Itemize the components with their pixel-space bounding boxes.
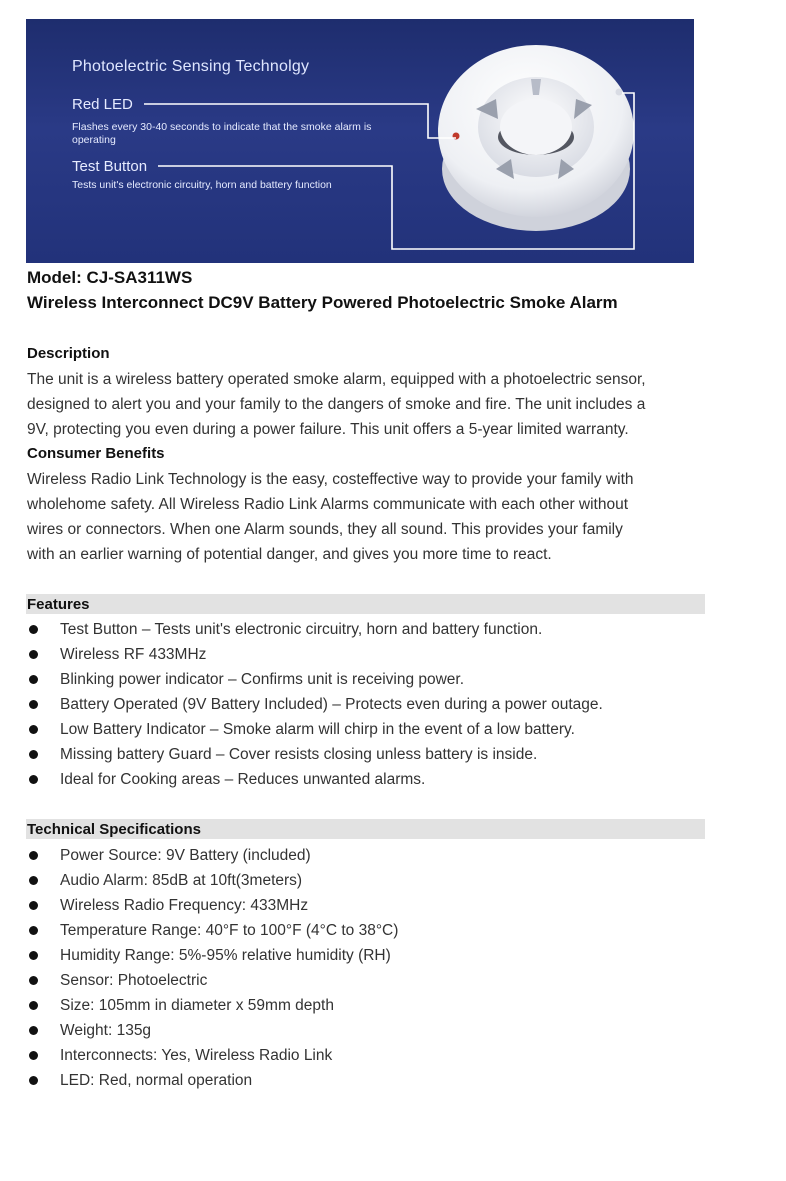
feature-text: Test Button – Tests unit's electronic circuitry, horn and battery function. (60, 621, 543, 638)
test-button-description: Tests unit's electronic circuitry, horn and battery function (72, 179, 332, 191)
list-item (27, 1018, 727, 1043)
bullet-icon (29, 1001, 38, 1010)
tech-specs-list (27, 843, 727, 1093)
spec-text: Humidity Range: 5%-95% relative humidity (RH) (60, 947, 391, 964)
list-item (27, 918, 727, 943)
bullet-icon (29, 1076, 38, 1085)
tech-specs-header-bar (26, 819, 705, 839)
feature-text: Missing battery Guard – Cover resists closing unless battery is inside. (60, 746, 538, 763)
bullet-icon (29, 1051, 38, 1060)
benefits-line: wholehome safety. All Wireless Radio Link Alarms communicate with each other without (27, 496, 629, 513)
bullet-icon (29, 650, 38, 659)
spec-text: Weight: 135g (60, 1022, 152, 1039)
feature-text: Battery Operated (9V Battery Included) – Protects even during a power outage. (60, 696, 603, 713)
spec-text: Audio Alarm: 85dB at 10ft(3meters) (60, 872, 303, 889)
bullet-icon (29, 951, 38, 960)
spec-text: Wireless Radio Frequency: 433MHz (60, 897, 309, 914)
tech-specs-heading: Technical Specifications (27, 821, 201, 838)
model-number: Model: CJ-SA311WS (27, 268, 193, 287)
list-item (27, 968, 727, 993)
list-item (27, 667, 727, 692)
description-heading: Description (27, 345, 110, 362)
red-led-desc-line: Flashes every 30-40 seconds to indicate that the smoke alarm is (72, 121, 372, 133)
bullet-icon (29, 976, 38, 985)
features-header-bar (26, 594, 705, 614)
description-line: The unit is a wireless battery operated smoke alarm, equipped with a photoelectric sensor, (27, 371, 646, 388)
consumer-benefits-text (27, 467, 707, 567)
smoke-detector-image (438, 45, 634, 231)
benefits-line: Wireless Radio Link Technology is the easy, costeffective way to provide your family with (27, 471, 634, 488)
list-item (27, 943, 727, 968)
bullet-icon (29, 625, 38, 634)
spec-text: Sensor: Photoelectric (60, 972, 208, 989)
list-item (27, 1043, 727, 1068)
feature-text: Blinking power indicator – Confirms unit is receiving power. (60, 671, 465, 688)
feature-text: Wireless RF 433MHz (60, 646, 207, 663)
list-item (27, 893, 727, 918)
bullet-icon (29, 876, 38, 885)
features-list (27, 617, 727, 792)
spec-text: LED: Red, normal operation (60, 1072, 253, 1089)
list-item (27, 1068, 727, 1093)
list-item (27, 742, 727, 767)
bullet-icon (29, 750, 38, 759)
features-heading: Features (27, 596, 90, 613)
spec-text: Size: 105mm in diameter x 59mm depth (60, 997, 334, 1014)
test-button-label: Test Button (72, 158, 148, 175)
bullet-icon (29, 675, 38, 684)
feature-text: Low Battery Indicator – Smoke alarm will chirp in the event of a low battery. (60, 721, 575, 738)
description-line: designed to alert you and your family to the dangers of smoke and fire. The unit includes a (27, 396, 646, 413)
list-item (27, 717, 727, 742)
description-text (27, 367, 707, 442)
spec-text: Power Source: 9V Battery (included) (60, 847, 311, 864)
list-item (27, 642, 727, 667)
spec-text: Interconnects: Yes, Wireless Radio Link (60, 1047, 333, 1064)
benefits-line: wires or connectors. When one Alarm sounds, they all sound. This provides your family (27, 521, 623, 538)
list-item (27, 993, 727, 1018)
consumer-benefits-heading: Consumer Benefits (27, 445, 165, 462)
spec-text: Temperature Range: 40°F to 100°F (4°C to 38°C) (60, 922, 399, 939)
feature-text: Ideal for Cooking areas – Reduces unwanted alarms. (60, 771, 426, 788)
red-led-desc-line: operating (72, 134, 116, 146)
red-led-description (72, 121, 371, 147)
bullet-icon (29, 851, 38, 860)
banner-heading: Photoelectric Sensing Technolgy (72, 58, 310, 75)
benefits-line: with an earlier warning of potential danger, and gives you more time to react. (27, 546, 552, 563)
bullet-icon (29, 775, 38, 784)
list-item (27, 767, 727, 792)
product-title: Wireless Interconnect DC9V Battery Powered Photoelectric Smoke Alarm (27, 293, 618, 312)
list-item (27, 692, 727, 717)
product-banner (26, 19, 694, 263)
list-item (27, 868, 727, 893)
red-led-label: Red LED (72, 96, 133, 113)
description-line: 9V, protecting you even during a power failure. This unit offers a 5-year limited warranty. (27, 421, 629, 438)
bullet-icon (29, 901, 38, 910)
bullet-icon (29, 1026, 38, 1035)
bullet-icon (29, 700, 38, 709)
bullet-icon (29, 926, 38, 935)
list-item (27, 843, 727, 868)
list-item (27, 617, 727, 642)
bullet-icon (29, 725, 38, 734)
